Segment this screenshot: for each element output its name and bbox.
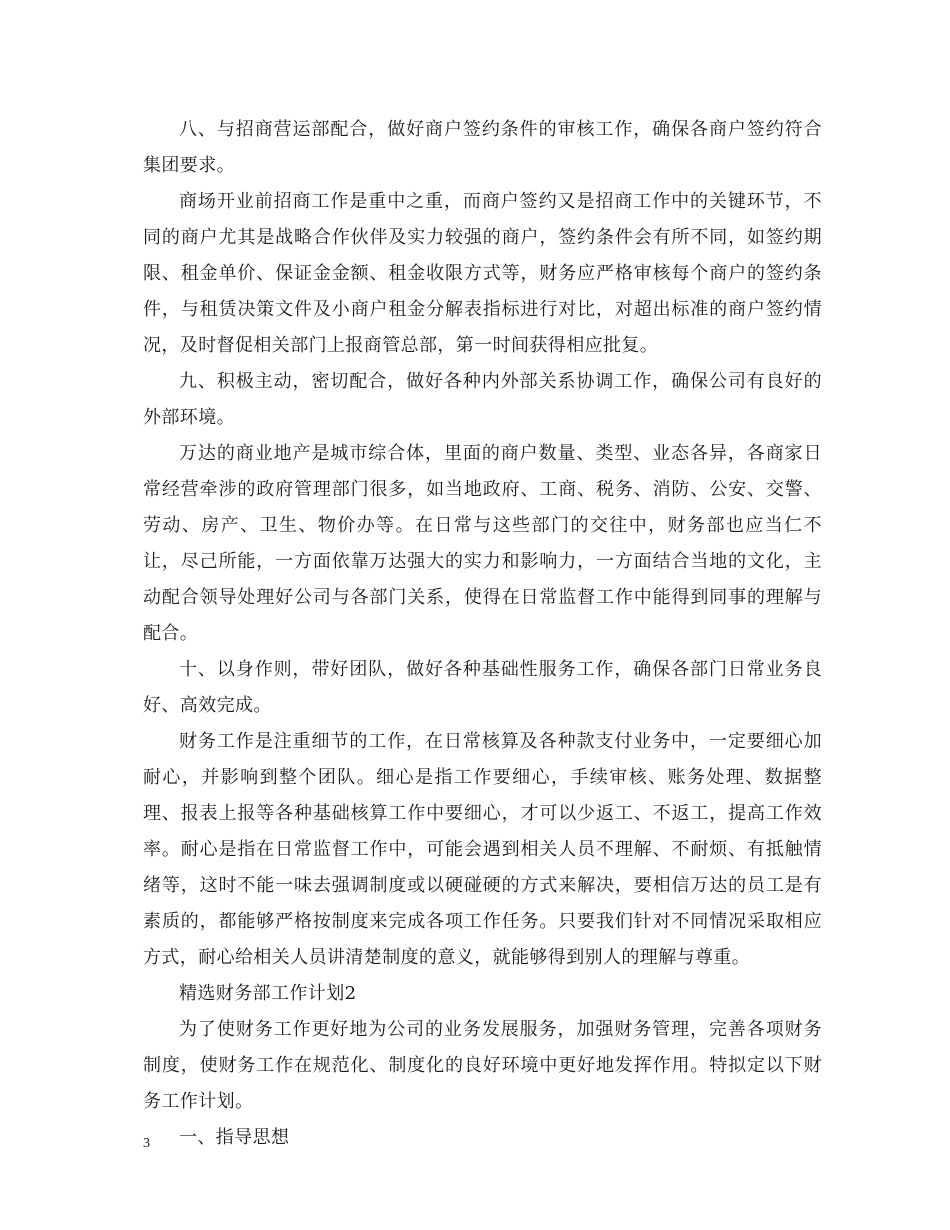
guiding-ideology-heading: 一、指导思想 (179, 1127, 290, 1148)
document-body (143, 112, 822, 1156)
paragraph-section-10-body: 财务工作是注重细节的工作，在日常核算及各种款支付业务中，一定要细心加耐心，并影响到整个团队。细心是指工作要细心，手续审核、账务处理、数据整理、报表上报等各种基础核算工作中要细心，才可以少返工、不返工，提高工作效率。耐心是指在日常监督工作中，可能会遇到相关人员不理解、不耐烦、有抵触情绪等，这时不能一味去强调制度或以硬碰硬的方式来解决，要相信万达的员工是有素质的，都能够严格按制度来完成各项工作任务。只要我们针对不同情况采取相应方式，耐心给相关人员讲清楚制度的意义，就能够得到别人的理解与尊重。 (143, 731, 822, 968)
plan-2-intro: 为了使财务工作更好地为公司的业务发展服务，加强财务管理，完善各项财务制度，使财务工作在规范化、制度化的良好环境中更好地发挥作用。特拟定以下财务工作计划。 (143, 1019, 822, 1112)
paragraph-section-10-heading: 十、以身作则，带好团队，做好各种基础性服务工作，确保各部门日常业务良好、高效完成。 (143, 659, 822, 716)
paragraph-section-8-body: 商场开业前招商工作是重中之重，而商户签约又是招商工作中的关键环节，不同的商户尤其是战略合作伙伴及实力较强的商户，签约条件会有所不同，如签约期限、租金单价、保证金金额、租金收限方式等，财务应严格审核每个商户的签约条件，与租赁决策文件及小商户租金分解表指标进行对比，对超出标准的商户签约情况，及时督促相关部门上报商管总部，第一时间获得相应批复。 (143, 191, 822, 356)
paragraph-section-8-heading: 八、与招商营运部配合，做好商户签约条件的审核工作，确保各商户签约符合集团要求。 (143, 119, 822, 176)
page-number: 3 (143, 1136, 150, 1151)
plan-2-title: 精选财务部工作计划2 (179, 983, 357, 1004)
paragraph-section-9-body: 万达的商业地产是城市综合体，里面的商户数量、类型、业态各异，各商家日常经营牵涉的政府管理部门很多，如当地政府、工商、税务、消防、公安、交警、劳动、房产、卫生、物价办等。在日常与这些部门的交往中，财务部也应当仁不让，尽己所能，一方面依靠万达强大的实力和影响力，一方面结合当地的文化，主动配合领导处理好公司与各部门关系，使得在日常监督工作中能得到同事的理解与配合。 (143, 443, 822, 644)
paragraph-section-9-heading: 九、积极主动，密切配合，做好各种内外部关系协调工作，确保公司有良好的外部环境。 (143, 371, 822, 428)
